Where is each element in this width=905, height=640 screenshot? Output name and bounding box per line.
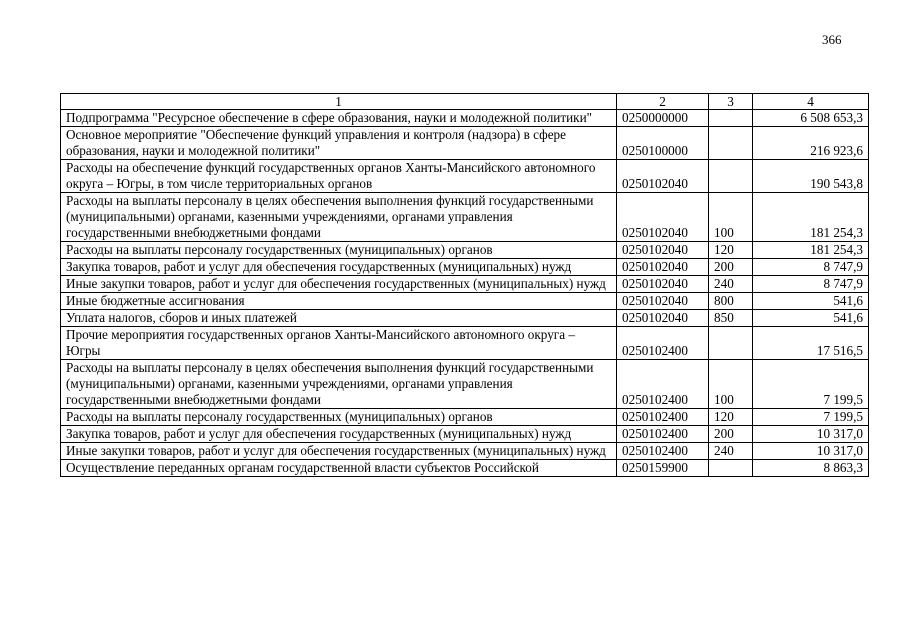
cell-amount: 6 508 653,3 xyxy=(753,110,869,127)
cell-name: Иные закупки товаров, работ и услуг для обеспечения государственных (муниципальных) нужд xyxy=(61,276,617,293)
cell-amount: 7 199,5 xyxy=(753,409,869,426)
table-row xyxy=(61,259,869,276)
header-col-4: 4 xyxy=(753,94,869,110)
cell-amount: 17 516,5 xyxy=(753,327,869,360)
cell-name: Расходы на выплаты персоналу государственных (муниципальных) органов xyxy=(61,409,617,426)
cell-amount: 10 317,0 xyxy=(753,443,869,460)
table-row xyxy=(61,426,869,443)
cell-amount: 181 254,3 xyxy=(753,193,869,242)
cell-code: 0250102040 xyxy=(617,293,709,310)
table-row xyxy=(61,360,869,409)
table-row xyxy=(61,160,869,193)
cell-name: Расходы на выплаты персоналу в целях обеспечения выполнения функций государственными (муниципальными) органами, казенными учреждениями, органами управления государственными внебюджетными фондами xyxy=(61,193,617,242)
cell-name: Иные закупки товаров, работ и услуг для обеспечения государственных (муниципальных) нужд xyxy=(61,443,617,460)
cell-amount: 190 543,8 xyxy=(753,160,869,193)
table-header-row xyxy=(61,94,869,110)
cell-expense-type: 200 xyxy=(709,259,753,276)
cell-amount: 541,6 xyxy=(753,310,869,327)
cell-name: Осуществление переданных органам государственной власти субъектов Российской xyxy=(61,460,617,477)
cell-name: Основное мероприятие "Обеспечение функций управления и контроля (надзора) в сфере образования, науки и молодежной политики" xyxy=(61,127,617,160)
budget-table xyxy=(60,93,869,477)
cell-name: Иные бюджетные ассигнования xyxy=(61,293,617,310)
cell-code: 0250000000 xyxy=(617,110,709,127)
table-row xyxy=(61,409,869,426)
cell-code: 0250102400 xyxy=(617,409,709,426)
cell-code: 0250102040 xyxy=(617,193,709,242)
cell-expense-type: 100 xyxy=(709,193,753,242)
cell-name: Прочие мероприятия государственных органов Ханты-Мансийского автономного округа – Югры xyxy=(61,327,617,360)
cell-name: Расходы на выплаты персоналу государственных (муниципальных) органов xyxy=(61,242,617,259)
header-col-3: 3 xyxy=(709,94,753,110)
cell-name: Закупка товаров, работ и услуг для обеспечения государственных (муниципальных) нужд xyxy=(61,426,617,443)
table-row xyxy=(61,327,869,360)
cell-amount: 8 747,9 xyxy=(753,276,869,293)
cell-expense-type: 240 xyxy=(709,443,753,460)
cell-amount: 8 863,3 xyxy=(753,460,869,477)
cell-expense-type: 240 xyxy=(709,276,753,293)
table-row xyxy=(61,293,869,310)
cell-code: 0250102400 xyxy=(617,360,709,409)
table-row xyxy=(61,193,869,242)
cell-name: Расходы на выплаты персоналу в целях обеспечения выполнения функций государственными (муниципальными) органами, казенными учреждениями, органами управления государственными внебюджетными фондами xyxy=(61,360,617,409)
header-col-1: 1 xyxy=(61,94,617,110)
cell-code: 0250102040 xyxy=(617,276,709,293)
cell-expense-type xyxy=(709,460,753,477)
cell-amount: 541,6 xyxy=(753,293,869,310)
table-row xyxy=(61,276,869,293)
table-row xyxy=(61,110,869,127)
cell-amount: 216 923,6 xyxy=(753,127,869,160)
cell-code: 0250102400 xyxy=(617,426,709,443)
cell-code: 0250102400 xyxy=(617,443,709,460)
cell-expense-type: 100 xyxy=(709,360,753,409)
cell-expense-type: 800 xyxy=(709,293,753,310)
cell-code: 0250102040 xyxy=(617,310,709,327)
cell-code: 0250100000 xyxy=(617,127,709,160)
cell-expense-type xyxy=(709,327,753,360)
cell-amount: 10 317,0 xyxy=(753,426,869,443)
cell-code: 0250102400 xyxy=(617,327,709,360)
cell-name: Закупка товаров, работ и услуг для обеспечения государственных (муниципальных) нужд xyxy=(61,259,617,276)
cell-amount: 8 747,9 xyxy=(753,259,869,276)
cell-expense-type xyxy=(709,127,753,160)
cell-expense-type: 120 xyxy=(709,409,753,426)
cell-expense-type: 120 xyxy=(709,242,753,259)
table-row xyxy=(61,443,869,460)
cell-expense-type xyxy=(709,160,753,193)
cell-code: 0250102040 xyxy=(617,259,709,276)
cell-amount: 181 254,3 xyxy=(753,242,869,259)
header-col-2: 2 xyxy=(617,94,709,110)
cell-name: Расходы на обеспечение функций государственных органов Ханты-Мансийского автономного округа – Югры, в том числе территориальных органов xyxy=(61,160,617,193)
cell-code: 0250102040 xyxy=(617,160,709,193)
cell-code: 0250159900 xyxy=(617,460,709,477)
table-row xyxy=(61,460,869,477)
table-row xyxy=(61,127,869,160)
table-row xyxy=(61,310,869,327)
cell-name: Подпрограмма "Ресурсное обеспечение в сфере образования, науки и молодежной политики" xyxy=(61,110,617,127)
cell-expense-type: 200 xyxy=(709,426,753,443)
cell-expense-type xyxy=(709,110,753,127)
cell-code: 0250102040 xyxy=(617,242,709,259)
cell-expense-type: 850 xyxy=(709,310,753,327)
cell-amount: 7 199,5 xyxy=(753,360,869,409)
cell-name: Уплата налогов, сборов и иных платежей xyxy=(61,310,617,327)
page-number: 366 xyxy=(822,32,842,47)
table-row xyxy=(61,242,869,259)
